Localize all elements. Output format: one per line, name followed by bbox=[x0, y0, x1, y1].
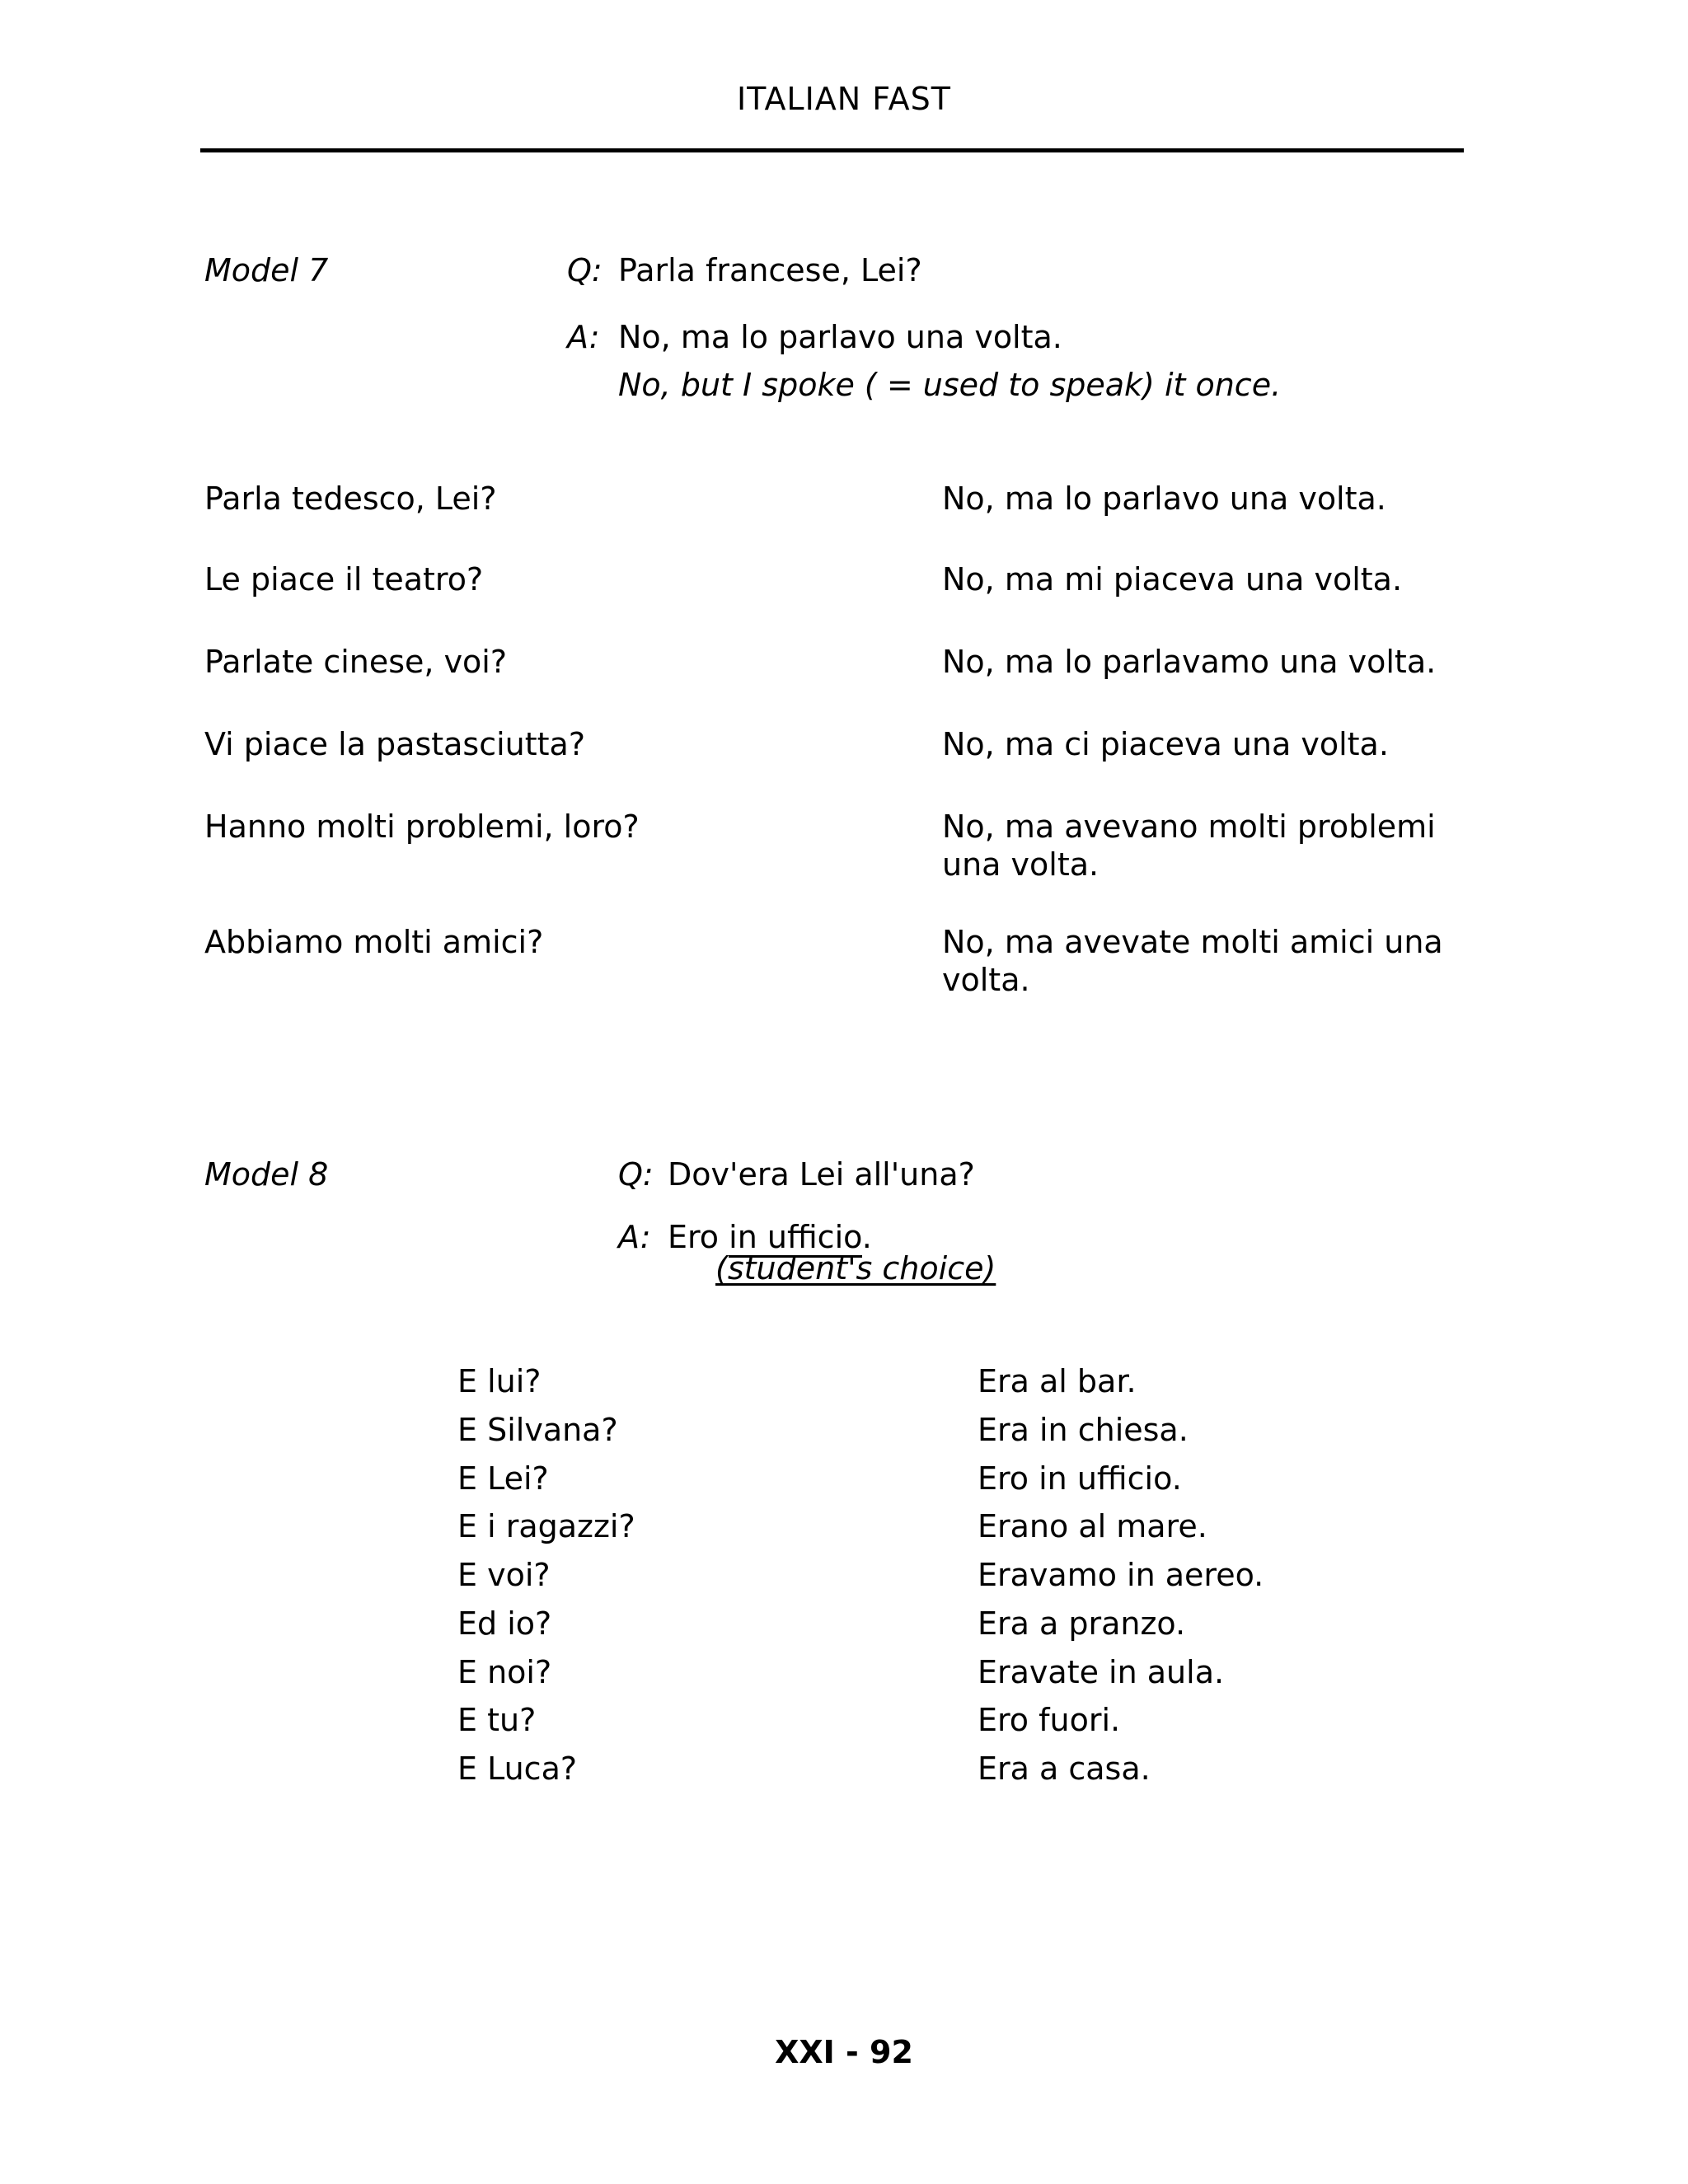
model8-drill-prompt: E voi? bbox=[457, 1557, 551, 1593]
model8-answer-suffix: . bbox=[861, 1219, 872, 1255]
model8-drill-response: Era al bar. bbox=[978, 1363, 1137, 1399]
model7-drill-prompt: Parlate cinese, voi? bbox=[204, 644, 508, 680]
model8-drill-response: Eravate in aula. bbox=[978, 1654, 1225, 1690]
model8-drill-response: Era a pranzo. bbox=[978, 1605, 1186, 1642]
model8-drill-response: Ero in ufficio. bbox=[978, 1460, 1182, 1497]
running-header: ITALIAN FAST bbox=[736, 81, 952, 117]
model8-note: (student's choice) bbox=[715, 1250, 996, 1286]
model8-drill-prompt: E i ragazzi? bbox=[457, 1508, 635, 1544]
header-rule bbox=[200, 148, 1464, 152]
model8-drill-response: Era a casa. bbox=[978, 1750, 1151, 1787]
model7-translation: No, but I spoke ( = used to speak) it once. bbox=[618, 367, 1282, 403]
model7-drill-response: No, ma ci piaceva una volta. bbox=[942, 726, 1389, 762]
model8-drill-prompt: E lui? bbox=[457, 1363, 542, 1399]
page-number: XXI - 92 bbox=[775, 2034, 913, 2070]
model8-drill-response: Erano al mare. bbox=[978, 1508, 1207, 1544]
model7-drill-prompt: Vi piace la pastasciutta? bbox=[204, 726, 586, 762]
model8-drill-response: Era in chiesa. bbox=[978, 1412, 1189, 1448]
model7-a-marker: A: bbox=[567, 319, 600, 355]
model8-question: Dov'era Lei all'una? bbox=[668, 1156, 975, 1193]
model7-q-marker: Q: bbox=[567, 252, 603, 288]
model7-drill-response: No, ma mi piaceva una volta. bbox=[942, 561, 1403, 598]
model8-answer-prefix: Ero bbox=[668, 1219, 729, 1255]
model7-drill-response: No, ma avevano molti problemi una volta. bbox=[942, 808, 1436, 883]
model8-drill-prompt: Ed io? bbox=[457, 1605, 552, 1642]
model7-drill-response: No, ma lo parlavo una volta. bbox=[942, 480, 1386, 517]
model7-label: Model 7 bbox=[204, 252, 329, 288]
model7-drill-response: No, ma lo parlavamo una volta. bbox=[942, 644, 1437, 680]
model7-drill-prompt: Parla tedesco, Lei? bbox=[204, 480, 497, 517]
model7-drill-prompt: Hanno molti problemi, loro? bbox=[204, 808, 640, 845]
model7-question: Parla francese, Lei? bbox=[618, 252, 922, 288]
model8-drill-prompt: E tu? bbox=[457, 1702, 537, 1738]
model8-drill-prompt: E Silvana? bbox=[457, 1412, 618, 1448]
model7-drill-response: No, ma avevate molti amici una volta. bbox=[942, 924, 1443, 998]
model7-drill-prompt: Le piace il teatro? bbox=[204, 561, 484, 598]
model7-drill-prompt: Abbiamo molti amici? bbox=[204, 924, 544, 960]
model8-drill-response: Eravamo in aereo. bbox=[978, 1557, 1264, 1593]
model8-a-marker: A: bbox=[618, 1219, 651, 1255]
model8-drill-prompt: E noi? bbox=[457, 1654, 552, 1690]
model8-drill-response: Ero fuori. bbox=[978, 1702, 1121, 1738]
model8-drill-prompt: E Luca? bbox=[457, 1750, 578, 1787]
model7-answer: No, ma lo parlavo una volta. bbox=[618, 319, 1062, 355]
model8-drill-prompt: E Lei? bbox=[457, 1460, 549, 1497]
model8-q-marker: Q: bbox=[618, 1156, 654, 1193]
model8-answer-underlined: in ufficio bbox=[729, 1219, 862, 1258]
model8-label: Model 8 bbox=[204, 1156, 329, 1193]
